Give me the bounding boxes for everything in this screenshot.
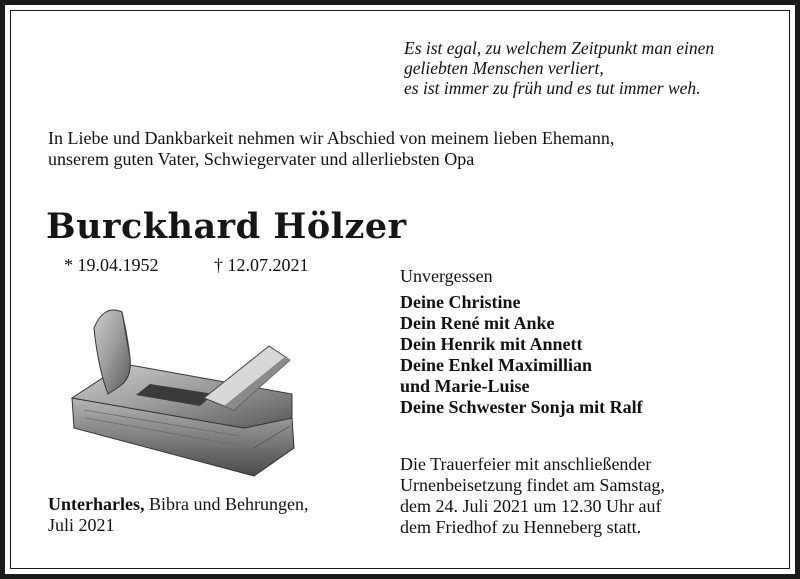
ceremony-info — [400, 454, 665, 538]
quote-line: es ist immer zu früh und es tut immer weh. — [404, 78, 701, 98]
place-and-date — [48, 494, 308, 536]
quote-line: geliebten Menschen verliert, — [404, 58, 604, 78]
ceremony-line: Die Trauerfeier mit anschließender — [400, 454, 652, 474]
mourners-list — [400, 292, 643, 418]
wood-plane-icon — [64, 298, 314, 478]
death-date: † 12.07.2021 — [214, 255, 309, 275]
memorial-quote — [404, 38, 774, 98]
mourner-name: Deine Christine — [400, 292, 521, 312]
quote-line: Es ist egal, zu welchem Zeitpunkt man einen — [404, 38, 715, 58]
mourners-heading: Unvergessen — [400, 266, 493, 286]
ceremony-line: dem 24. Juli 2021 um 12.30 Uhr auf — [400, 496, 662, 516]
ceremony-line: Urnenbeisetzung findet am Samstag, — [400, 475, 665, 495]
notice-date: Juli 2021 — [48, 515, 115, 535]
mourner-name: Deine Enkel Maximillian — [400, 355, 593, 375]
birth-date: * 19.04.1952 — [64, 255, 159, 275]
mourner-name: Deine Schwester Sonja mit Ralf — [400, 397, 643, 417]
place-rest: Bibra und Behrungen, — [144, 494, 309, 514]
intro-line: unserem guten Vater, Schwiegervater und allerliebsten Opa — [48, 149, 475, 169]
mourner-name: und Marie-Luise — [400, 376, 530, 396]
deceased-name: Burckhard Hölzer — [46, 206, 407, 247]
intro-line: In Liebe und Dankbarkeit nehmen wir Abschied von meinem lieben Ehemann, — [48, 128, 615, 148]
mourner-name: Dein René mit Anke — [400, 313, 555, 333]
intro-text — [48, 128, 614, 170]
place-town: Unterharles, — [48, 494, 145, 514]
ceremony-line: dem Friedhof zu Henneberg statt. — [400, 517, 642, 537]
mourner-name: Dein Henrik mit Annett — [400, 334, 583, 354]
